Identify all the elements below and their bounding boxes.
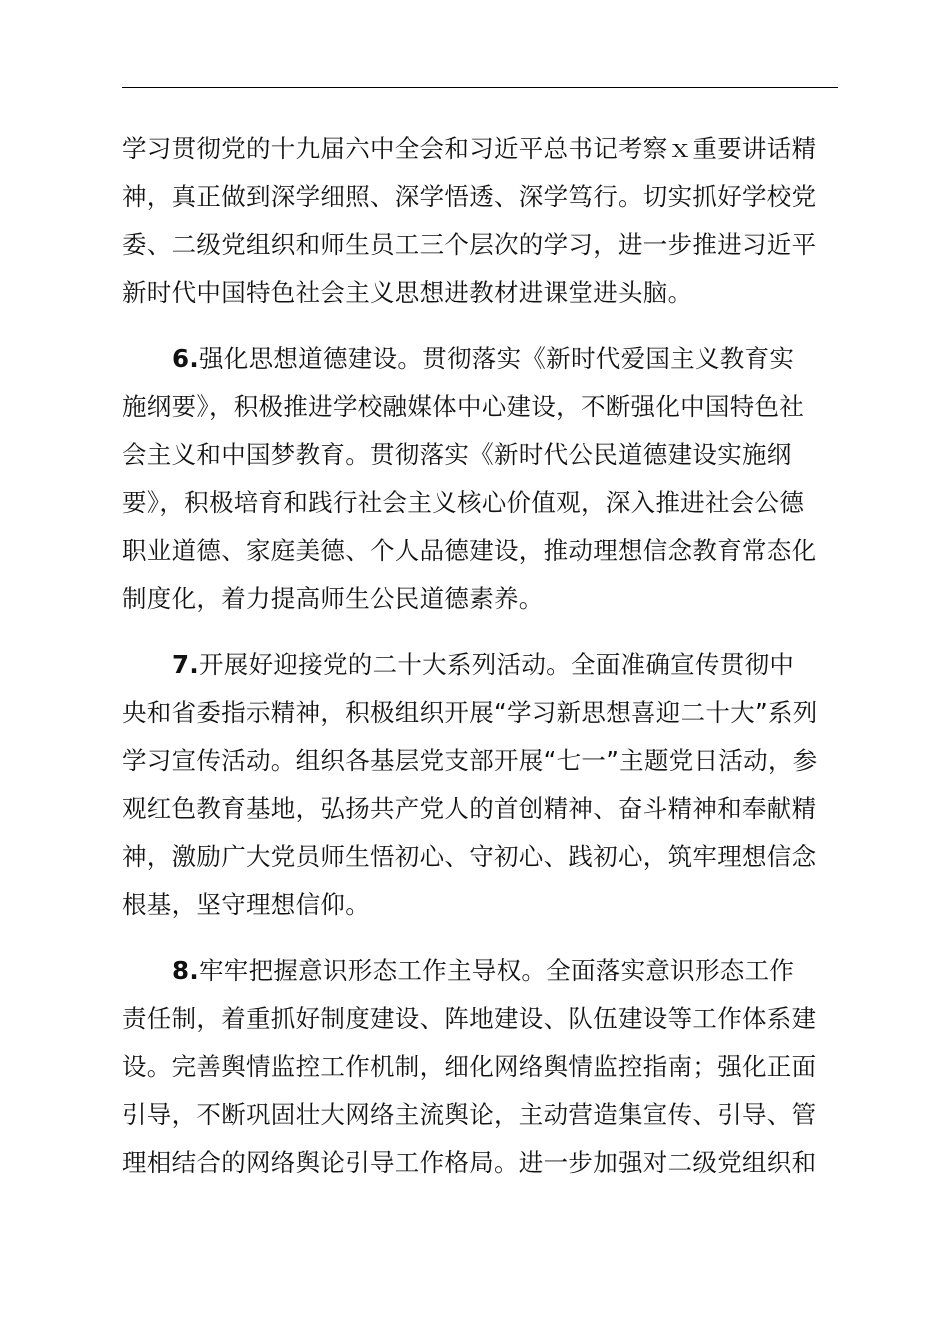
item-heading-text: 牢牢把握意识形态工作主导权。全面落实意识形态工作 bbox=[198, 956, 795, 985]
text-line: 引导，不断巩固壮大网络主流舆论，主动营造集宣传、引导、管 bbox=[122, 1100, 817, 1129]
paragraph-item-8 bbox=[122, 947, 838, 1187]
text-line: 观红色教育基地，弘扬共产党人的首创精神、奋斗精神和奉献精 bbox=[122, 794, 817, 823]
text-line: 神，激励广大党员师生悟初心、守初心、践初心，筑牢理想信念 bbox=[122, 842, 817, 871]
text-line: 理相结合的网络舆论引导工作格局。进一步加强对二级党组织和 bbox=[122, 1148, 817, 1177]
item-heading-text: 开展好迎接党的二十大系列活动。全面准确宣传贯彻中 bbox=[198, 650, 795, 679]
text-line: 要》，积极培育和践行社会主义核心价值观，深入推进社会公德 bbox=[122, 488, 805, 517]
paragraph-spacer bbox=[122, 317, 838, 335]
item-number: 7. bbox=[172, 650, 199, 679]
header-rule bbox=[122, 87, 838, 88]
text-line: 央和省委指示精神，积极组织开展“学习新思想喜迎二十大”系列 bbox=[122, 698, 818, 727]
text-line: 责任制，着重抓好制度建设、阵地建设、队伍建设等工作体系建 bbox=[122, 1004, 817, 1033]
text-line-first bbox=[122, 335, 838, 383]
item-number: 8. bbox=[172, 956, 199, 985]
text-line: 设。完善舆情监控工作机制，细化网络舆情监控指南；强化正面 bbox=[122, 1052, 817, 1081]
text-line-first bbox=[122, 947, 838, 995]
text-line: 根基，坚守理想信仰。 bbox=[122, 890, 370, 919]
paragraph-item-7 bbox=[122, 641, 838, 929]
paragraph-spacer bbox=[122, 929, 838, 947]
text-line: 施纲要》，积极推进学校融媒体中心建设，不断强化中国特色社 bbox=[122, 392, 805, 421]
text-line: 会主义和中国梦教育。贯彻落实《新时代公民道德建设实施纲 bbox=[122, 440, 792, 469]
paragraph-spacer bbox=[122, 623, 838, 641]
document-body bbox=[122, 125, 838, 1187]
item-number: 6. bbox=[172, 344, 199, 373]
text-line: 新时代中国特色社会主义思想进教材进课堂进头脑。 bbox=[122, 278, 693, 307]
paragraph-item-6 bbox=[122, 335, 838, 623]
text-line: 学习宣传活动。组织各基层党支部开展“七一”主题党日活动，参 bbox=[122, 746, 818, 775]
text-line: 制度化，着力提高师生公民道德素养。 bbox=[122, 584, 544, 613]
text-line: 职业道德、家庭美德、个人品德建设，推动理想信念教育常态化 bbox=[122, 536, 817, 565]
text-line-first bbox=[122, 641, 838, 689]
text-line: 学习贯彻党的十九届六中全会和习近平总书记考察ｘ重要讲话精 bbox=[122, 134, 817, 163]
paragraph-continued bbox=[122, 125, 838, 317]
text-line: 委、二级党组织和师生员工三个层次的学习，进一步推进习近平 bbox=[122, 230, 817, 259]
item-heading-text: 强化思想道德建设。贯彻落实《新时代爱国主义教育实 bbox=[198, 344, 795, 373]
text-line: 神，真正做到深学细照、深学悟透、深学笃行。切实抓好学校党 bbox=[122, 182, 817, 211]
